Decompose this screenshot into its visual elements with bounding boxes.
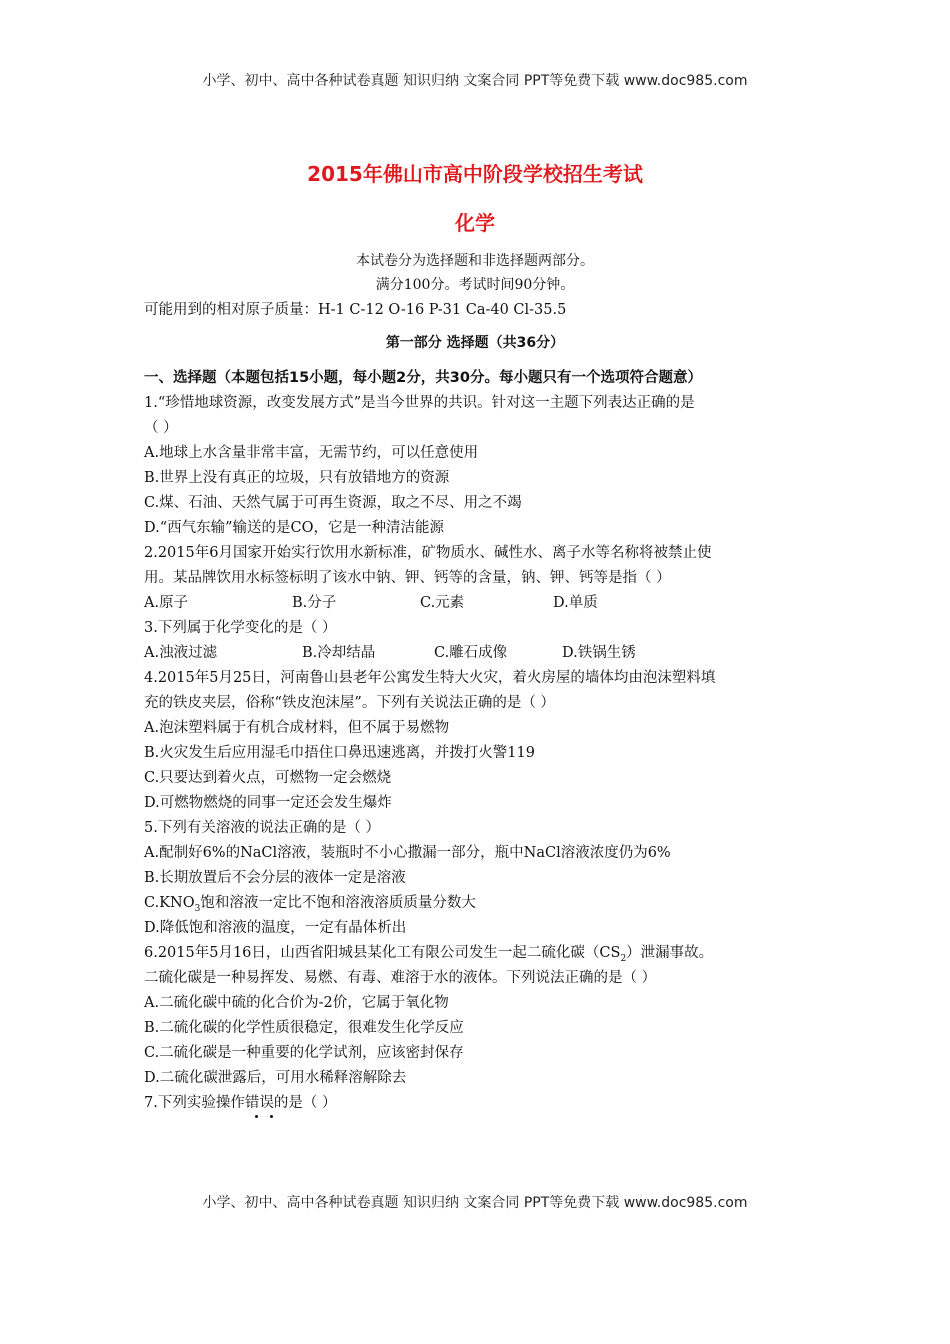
emphasis-dot [255, 1115, 258, 1118]
intro-line-1: 本试卷分为选择题和非选择题两部分。 [356, 253, 594, 269]
exam-title: 2015年佛山市高中阶段学校招生考试 [307, 162, 643, 186]
q1-stem: 1.“珍惜地球资源，改变发展方式”是当今世界的共识。针对这一主题下列表达正确的是 [144, 395, 695, 411]
q5-option-c [144, 891, 476, 914]
q5-option-c-prefix: C.KNO [144, 895, 195, 911]
q3-option-d: D.铁锅生锈 [562, 645, 636, 661]
part-title: 第一部分 选择题（共36分） [385, 335, 565, 351]
intro-line-2: 满分100分。考试时间90分钟。 [375, 277, 575, 293]
q2-option-d: D.单质 [553, 595, 598, 611]
q6-stem-subscript: 2 [620, 953, 627, 964]
q1-option-a: A.地球上水含量非常丰富，无需节约，可以任意使用 [144, 445, 479, 461]
q4-stem-2: 充的铁皮夹层，俗称“铁皮泡沫屋”。下列有关说法正确的是（ ） [144, 695, 555, 711]
q2-option-b: B.分子 [292, 595, 337, 611]
subject-title: 化学 [455, 211, 495, 235]
atomic-masses: 可能用到的相对原子质量：H-1 C-12 O-16 P-31 Ca-40 Cl-35.5 [144, 302, 567, 318]
page-header: 小学、初中、高中各种试卷真题 知识归纳 文案合同 PPT等免费下载 www.doc985.com [202, 73, 748, 89]
q6-option-c: C.二硫化碳是一种重要的化学试剂，应该密封保存 [144, 1045, 464, 1061]
q5-option-b: B.长期放置后不会分层的液体一定是溶液 [144, 870, 406, 886]
q2-stem-1: 2.2015年6月国家开始实行饮用水新标准，矿物质水、碱性水、离子水等名称将被禁止使 [144, 545, 712, 561]
q6-option-a: A.二硫化碳中硫的化合价为-2价，它属于氧化物 [144, 995, 449, 1011]
q6-option-b: B.二硫化碳的化学性质很稳定，很难发生化学反应 [144, 1020, 464, 1036]
q3-option-c: C.雕石成像 [434, 645, 508, 661]
q4-option-b: B.火灾发生后应用湿毛巾捂住口鼻迅速逃离，并拨打火警119 [144, 745, 535, 761]
q4-option-d: D.可燃物燃烧的同事一定还会发生爆炸 [144, 795, 392, 811]
q4-option-a: A.泡沫塑料属于有机合成材料，但不属于易燃物 [144, 720, 450, 736]
q1-option-c: C.煤、石油、天然气属于可再生资源，取之不尽、用之不竭 [144, 495, 522, 511]
q3-option-b: B.冷却结晶 [302, 645, 376, 661]
q2-options [144, 591, 598, 612]
q5-option-c-subscript: 3 [194, 903, 201, 914]
q4-stem-1: 4.2015年5月25日，河南鲁山县老年公寓发生特大火灾，着火房屋的墙体均由泡沫塑料填 [144, 670, 716, 686]
q1-option-b: B.世界上没有真正的垃圾，只有放错地方的资源 [144, 470, 450, 486]
q6-stem-1 [144, 941, 713, 964]
q5-option-c-rest: 饱和溶液一定比不饱和溶液溶质质量分数大 [200, 895, 476, 911]
q6-option-d: D.二硫化碳泄露后，可用水稀释溶解除去 [144, 1070, 407, 1086]
page-footer: 小学、初中、高中各种试卷真题 知识归纳 文案合同 PPT等免费下载 www.doc985.com [202, 1195, 748, 1211]
q3-option-a: A.浊液过滤 [144, 645, 218, 661]
q3-stem: 3.下列属于化学变化的是（ ） [144, 620, 337, 636]
q1-option-d: D.“西气东输”输送的是CO，它是一种清洁能源 [144, 520, 445, 536]
q6-stem-2: 二硫化碳是一种易挥发、易燃、有毒、难溶于水的液体。下列说法正确的是（ ） [144, 970, 657, 986]
q6-stem-rest: ）泄漏事故。 [626, 945, 714, 961]
q2-stem-2: 用。某品牌饮用水标签标明了该水中钠、钾、钙等的含量，钠、钾、钙等是指（ ） [144, 570, 671, 586]
q5-option-d: D.降低饱和溶液的温度，一定有晶体析出 [144, 920, 407, 936]
emphasis-dot [270, 1115, 273, 1118]
q5-option-a: A.配制好6%的NaCl溶液，装瓶时不小心撒漏一部分，瓶中NaCl溶液浓度仍为6% [144, 845, 671, 861]
q4-option-c: C.只要达到着火点，可燃物一定会燃烧 [144, 770, 392, 786]
q3-options [144, 641, 636, 662]
q7-stem: 7.下列实验操作错误的是（ ） [144, 1095, 337, 1111]
q2-option-c: C.元素 [420, 595, 465, 611]
q5-stem: 5.下列有关溶液的说法正确的是（ ） [144, 820, 380, 836]
q2-option-a: A.原子 [144, 595, 189, 611]
q6-stem-prefix: 6.2015年5月16日，山西省阳城县某化工有限公司发生一起二硫化碳（CS [144, 945, 621, 961]
q1-stem-paren: （ ） [144, 420, 178, 436]
section-title: 一、选择题（本题包括15小题，每小题2分，共30分。每小题只有一个选项符合题意） [144, 370, 702, 386]
